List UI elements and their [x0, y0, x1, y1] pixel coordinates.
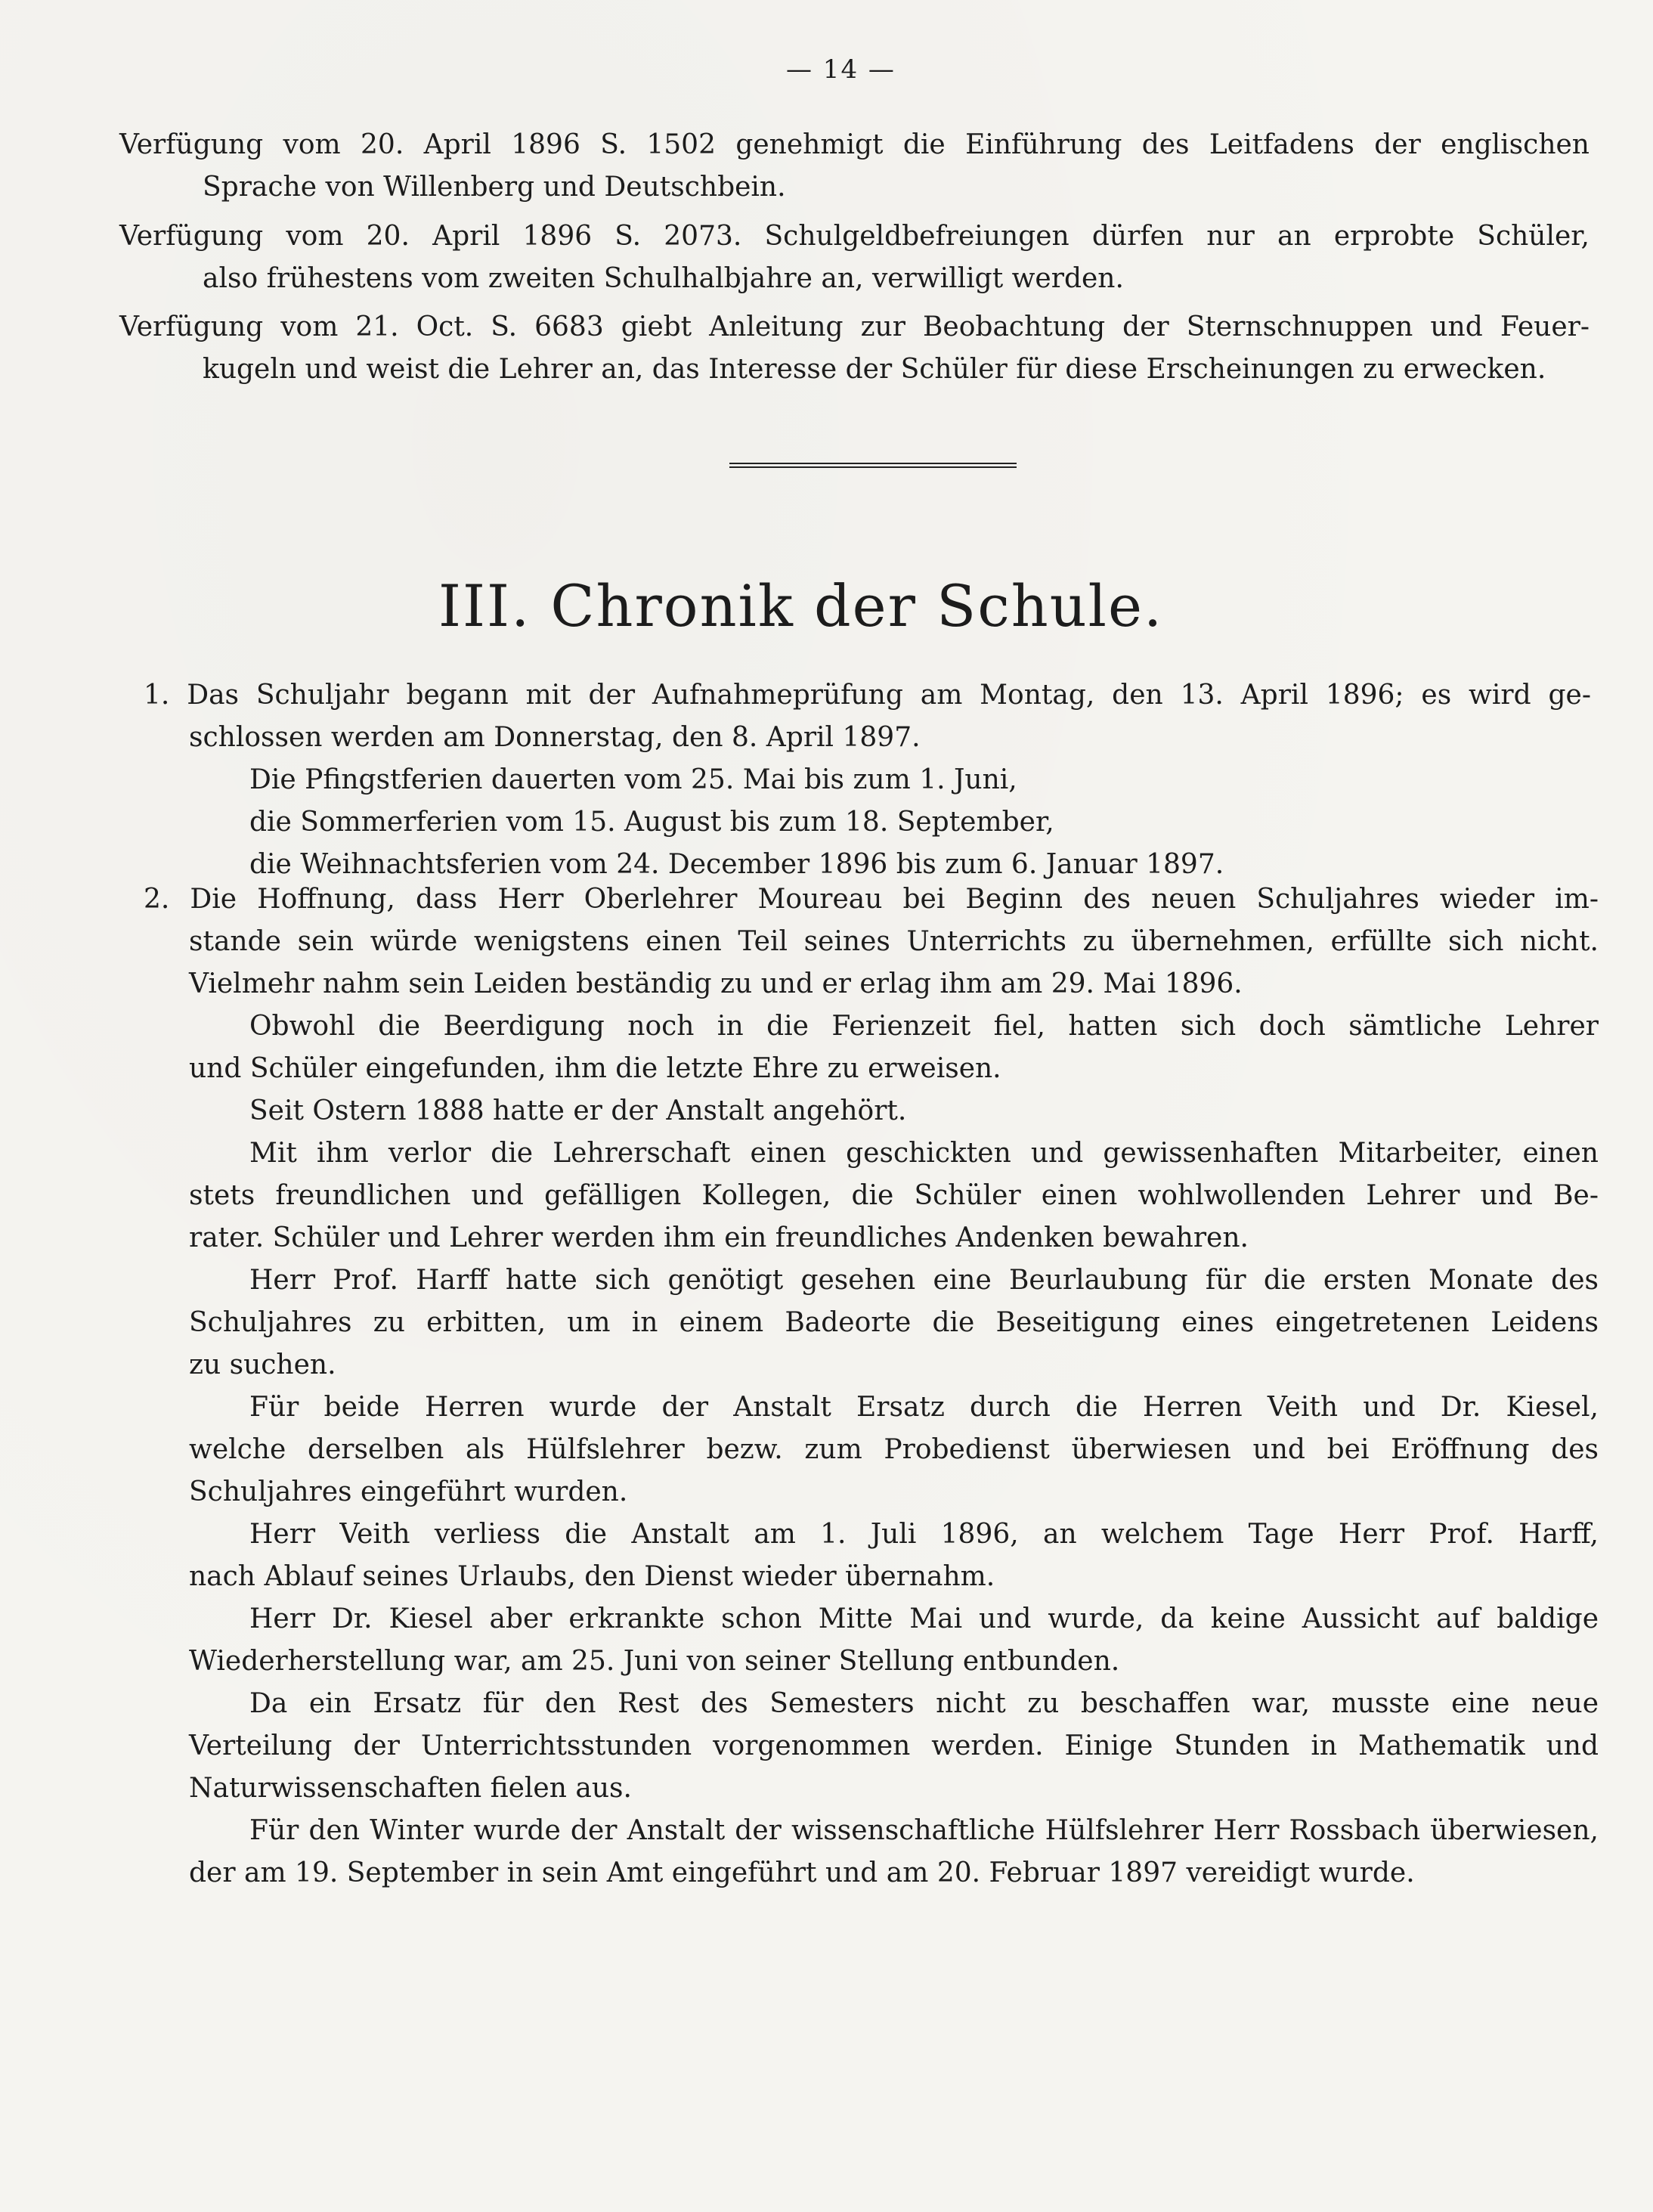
chronik-2-line: Für beide Herren wurde der Anstalt Ersatz durch die Herren Veith und Dr. Kiesel,: [249, 1392, 1599, 1423]
chronik-2-line: Naturwissenschaften fielen aus.: [189, 1773, 632, 1804]
chronik-1-line: schlossen werden am Donnerstag, den 8. April 1897.: [189, 722, 921, 753]
verfuegung-1: [119, 124, 1590, 209]
verfuegung-3: [119, 306, 1590, 391]
chronik-2-line: rater. Schüler und Lehrer werden ihm ein freundliches Andenken bewahren.: [189, 1222, 1249, 1253]
chronik-1-line: Die Pfingstferien dauerten vom 25. Mai bis zum 1. Juni,: [249, 764, 1017, 795]
chronik-1-line: die Sommerferien vom 15. August bis zum 18. September,: [249, 807, 1054, 838]
chronik-2-line: 2. Die Hoffnung, dass Herr Oberlehrer Moureau bei Beginn des neuen Schuljahres wieder im-: [144, 884, 1599, 915]
chronik-2-line: stande sein würde wenigstens einen Teil seines Unterrichts zu übernehmen, erfüllte sich nicht.: [189, 926, 1599, 957]
chronik-2-line: Wiederherstellung war, am 25. Juni von seiner Stellung entbunden.: [189, 1646, 1120, 1677]
chronik-2-line: Seit Ostern 1888 hatte er der Anstalt angehört.: [249, 1095, 907, 1126]
verfuegung-2: [119, 215, 1590, 300]
chronik-item-1: [144, 674, 1591, 886]
verfuegung-3-line1: Verfügung vom 21. Oct. S. 6683 giebt Anleitung zur Beobachtung der Sternschnuppen und Feuer-: [119, 311, 1590, 342]
chronik-2-line: Verteilung der Unterrichtsstunden vorgenommen werden. Einige Stunden in Mathematik und: [189, 1730, 1599, 1761]
chronik-2-line: Schuljahres zu erbitten, um in einem Badeorte die Beseitigung eines eingetretenen Leidens: [189, 1307, 1599, 1338]
verfuegung-2-line2: also frühestens vom zweiten Schulhalbjahre an, verwilligt werden.: [203, 263, 1124, 294]
chronik-2-line: zu suchen.: [189, 1349, 336, 1380]
chronik-2-line: nach Ablauf seines Urlaubs, den Dienst wieder übernahm.: [189, 1561, 995, 1592]
chronik-2-line: Herr Dr. Kiesel aber erkrankte schon Mitte Mai und wurde, da keine Aussicht auf baldige: [249, 1603, 1599, 1634]
page-number: — 14 —: [786, 54, 896, 85]
verfuegung-2-line1: Verfügung vom 20. April 1896 S. 2073. Schulgeldbefreiungen dürfen nur an erprobte Schüler,: [119, 221, 1590, 252]
chronik-2-line: Da ein Ersatz für den Rest des Semesters nicht zu beschaffen war, musste eine neue: [249, 1688, 1599, 1719]
section-divider: [729, 463, 1017, 468]
chronik-1-line: die Weihnachtsferien vom 24. December 1896 bis zum 6. Januar 1897.: [249, 849, 1224, 880]
chronik-2-line: und Schüler eingefunden, ihm die letzte Ehre zu erweisen.: [189, 1053, 1001, 1084]
chronik-2-line: Obwohl die Beerdigung noch in die Ferienzeit fiel, hatten sich doch sämtliche Lehrer: [249, 1011, 1599, 1042]
chronik-2-line: Schuljahres eingeführt wurden.: [189, 1476, 628, 1507]
chronik-2-line: Herr Prof. Harff hatte sich genötigt gesehen eine Beurlaubung für die ersten Monate des: [249, 1265, 1599, 1296]
chronik-item-2: [144, 878, 1599, 1894]
chronik-2-line: der am 19. September in sein Amt eingeführt und am 20. Februar 1897 vereidigt wurde.: [189, 1857, 1415, 1888]
chronik-2-line: Für den Winter wurde der Anstalt der wissenschaftliche Hülfslehrer Herr Rossbach überwiesen,: [249, 1815, 1599, 1846]
verfuegung-1-line2: Sprache von Willenberg und Deutschbein.: [203, 172, 786, 203]
chronik-2-line: stets freundlichen und gefälligen Kollegen, die Schüler einen wohlwollenden Lehrer und Be-: [189, 1180, 1599, 1211]
section-heading: III. Chronik der Schule.: [438, 572, 1164, 640]
chronik-2-line: Vielmehr nahm sein Leiden beständig zu und er erlag ihm am 29. Mai 1896.: [189, 968, 1243, 999]
chronik-1-line: 1. Das Schuljahr begann mit der Aufnahmeprüfung am Montag, den 13. April 1896; es wird ge-: [144, 680, 1591, 711]
chronik-2-line: welche derselben als Hülfslehrer bezw. zum Probedienst überwiesen und bei Eröffnung des: [189, 1434, 1599, 1465]
chronik-2-line: Mit ihm verlor die Lehrerschaft einen geschickten und gewissenhaften Mitarbeiter, einen: [249, 1138, 1599, 1169]
verfuegung-3-line2: kugeln und weist die Lehrer an, das Interesse der Schüler für diese Erscheinungen zu erwecken.: [203, 354, 1546, 385]
verfuegung-1-line1: Verfügung vom 20. April 1896 S. 1502 genehmigt die Einführung des Leitfadens der englischen: [119, 129, 1590, 160]
chronik-2-line: Herr Veith verliess die Anstalt am 1. Juli 1896, an welchem Tage Herr Prof. Harff,: [249, 1519, 1599, 1550]
